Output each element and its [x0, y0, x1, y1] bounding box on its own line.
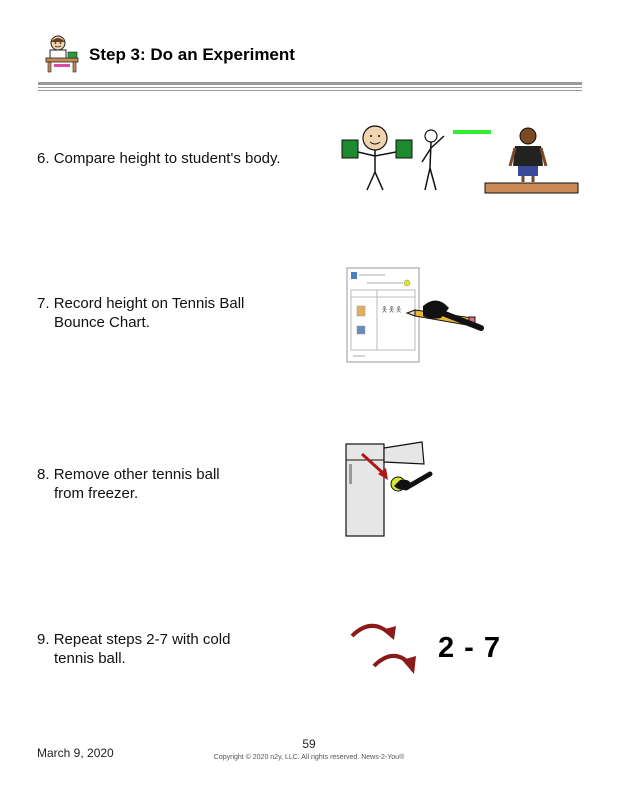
step-text-line2: Bounce Chart. [54, 314, 150, 331]
step-number: 7. [37, 295, 50, 312]
step-6 [37, 149, 327, 168]
title-divider-thin [38, 90, 582, 91]
height-comparison-icon [340, 124, 580, 196]
step-text-line1: Compare height to student's body. [53, 150, 281, 167]
svg-text:🯅🯅🯅: 🯅🯅🯅 [381, 305, 403, 314]
step-8 [37, 465, 297, 503]
step-number: 8. [37, 466, 50, 483]
step-text-line2: tennis ball. [54, 650, 126, 667]
step-text-line2: from freezer. [54, 485, 139, 502]
repeat-range-label: 2 - 7 [438, 632, 502, 664]
student-at-desk-icon [44, 34, 80, 74]
page-title: Step 3: Do an Experiment [89, 45, 295, 64]
step-number: 9. [37, 631, 50, 648]
repeat-arrows-icon [346, 618, 422, 680]
step-7 [37, 294, 297, 332]
step-text-line1: Record height on Tennis Ball [53, 295, 245, 312]
step-text-line1: Remove other tennis ball [53, 466, 220, 483]
page-number: 59 [302, 737, 316, 751]
chart-and-pencil-icon [345, 266, 485, 366]
step-text-line1: Repeat steps 2-7 with cold [53, 631, 231, 648]
step-9 [37, 630, 297, 668]
copyright-notice: Copyright © 2020 n2y, LLC. All rights reserved. News-2-You® [213, 754, 405, 761]
title-divider [38, 82, 582, 85]
freezer-icon [342, 440, 442, 540]
step-number: 6. [37, 150, 50, 167]
title-divider-thin [38, 87, 582, 88]
footer-date: March 9, 2020 [37, 746, 114, 760]
